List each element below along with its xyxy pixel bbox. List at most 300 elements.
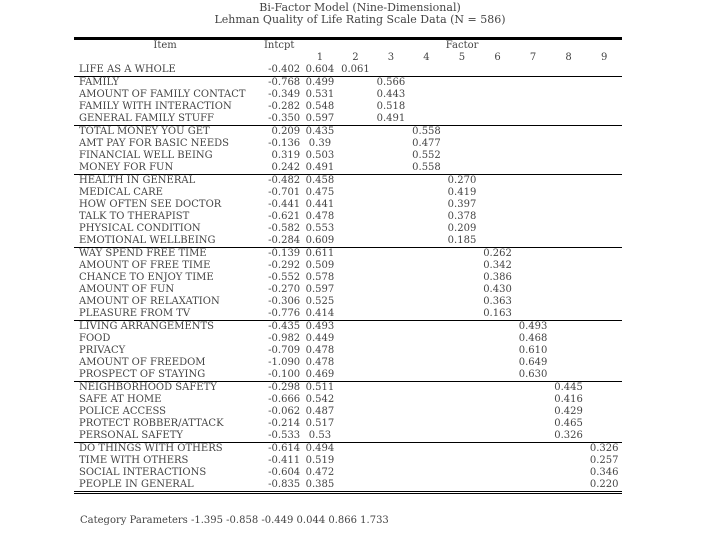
- item-label: FOOD: [79, 333, 111, 344]
- loading-factor-2: [338, 467, 374, 479]
- loading-factor-9: [586, 211, 622, 223]
- header-intercept: Intcpt: [256, 39, 302, 53]
- intercept-value: -0.776: [268, 308, 301, 319]
- loading-factor-5: 0.378: [447, 211, 477, 222]
- factor-number: 6: [494, 52, 501, 63]
- intercept-value: -0.214: [268, 418, 301, 429]
- loading-factor-4: [409, 248, 445, 261]
- item-label: LIFE AS A WHOLE: [79, 64, 176, 75]
- loading-factor-1: 0.548: [305, 101, 335, 112]
- loading-factor-6: [480, 150, 516, 162]
- loading-factor-7: [515, 284, 551, 296]
- loading-factor-8: [551, 138, 587, 150]
- table-row: [74, 187, 622, 199]
- loading-factor-3: [373, 430, 409, 443]
- loading-factor-3: [373, 284, 409, 296]
- loading-factor-8: 0.465: [554, 418, 583, 429]
- item-label: TIME WITH OTHERS: [79, 455, 189, 466]
- loading-factor-2: [338, 308, 374, 321]
- loading-factor-7: [515, 394, 551, 406]
- loading-factor-8: [551, 64, 587, 77]
- loading-factor-8: [551, 248, 587, 261]
- loading-factor-2: [338, 357, 374, 369]
- loading-factor-6: [480, 455, 516, 467]
- loading-factor-1: 0.385: [302, 479, 338, 493]
- loading-factor-8: [551, 89, 587, 101]
- loading-factor-2: [338, 162, 374, 175]
- loading-factor-8: [551, 150, 587, 162]
- loading-factor-6: [480, 443, 516, 456]
- loading-factor-4: [409, 369, 445, 382]
- loading-factor-7: 0.630: [518, 369, 548, 380]
- item-label: FAMILY WITH INTERACTION: [79, 101, 232, 112]
- loading-factor-1: 0.449: [305, 333, 335, 344]
- loading-factor-4: [409, 430, 445, 443]
- table-row: [74, 467, 622, 479]
- loading-factor-3: 0.518: [376, 101, 406, 112]
- loading-factor-9: [586, 101, 622, 113]
- loading-factor-7: [515, 248, 551, 261]
- item-label: SAFE AT HOME: [79, 394, 162, 405]
- loading-factor-1: 0.469: [305, 369, 335, 380]
- table-title: Bi-Factor Model (Nine-Dimensional): [259, 1, 461, 14]
- factor-number: 1: [316, 52, 324, 63]
- table-row: [74, 126, 622, 139]
- loading-factor-5: [444, 333, 480, 345]
- intercept-value: -0.604: [268, 467, 301, 478]
- loading-factor-3: [373, 272, 409, 284]
- loading-factor-7: [515, 260, 551, 272]
- loading-factor-2: [338, 150, 374, 162]
- loading-factor-3: [373, 223, 409, 235]
- loading-factor-9: [586, 406, 622, 418]
- loading-factor-8: [551, 357, 587, 369]
- item-label: MEDICAL CARE: [79, 187, 163, 198]
- loading-factor-6: [480, 223, 516, 235]
- loading-factor-1: 0.435: [302, 126, 338, 139]
- intercept-value: -0.441: [268, 199, 301, 210]
- intercept-value: -0.270: [268, 284, 301, 295]
- loading-factor-9: [586, 418, 622, 430]
- loading-factor-7: 0.468: [518, 333, 548, 344]
- loading-factor-1: 0.597: [305, 284, 335, 295]
- loading-factor-5: [444, 369, 480, 382]
- loading-factor-5: [444, 443, 480, 456]
- loading-factor-5: [444, 357, 480, 369]
- loading-factor-8: [551, 126, 587, 139]
- loading-factor-8: [551, 333, 587, 345]
- loading-factor-3: [373, 345, 409, 357]
- item-label: WAY SPEND FREE TIME: [74, 248, 256, 261]
- loading-factor-6: [480, 235, 516, 248]
- loading-factor-9: 0.220: [586, 479, 622, 493]
- loading-factor-7: [515, 150, 551, 162]
- intercept-value: -0.614: [256, 443, 302, 456]
- loading-factor-8: [551, 223, 587, 235]
- intercept-value: -0.709: [268, 345, 301, 356]
- factor-loadings-table: [74, 37, 622, 494]
- table-row: [74, 248, 622, 261]
- loading-factor-1: 0.472: [305, 467, 335, 478]
- factor-number: 8: [565, 52, 572, 63]
- loading-factor-6: [480, 126, 516, 139]
- category-parameters: Category Parameters -1.395 -0.858 -0.449 0.044 0.866 1.733: [80, 515, 389, 526]
- loading-factor-8: 0.326: [554, 430, 583, 441]
- item-label: CHANCE TO ENJOY TIME: [79, 272, 214, 283]
- loading-factor-9: [586, 199, 622, 211]
- loading-factor-2: [338, 138, 374, 150]
- loading-factor-3: [373, 296, 409, 308]
- loading-factor-4: [409, 382, 445, 395]
- intercept-value: -0.666: [268, 394, 301, 405]
- loading-factor-2: [338, 89, 374, 101]
- intercept-value: -0.292: [268, 260, 301, 271]
- loading-factor-3: [373, 199, 409, 211]
- intercept-value: -0.482: [256, 175, 302, 188]
- loading-factor-2: [338, 260, 374, 272]
- loading-factor-6: [480, 418, 516, 430]
- loading-factor-5: [444, 430, 480, 443]
- loading-factor-7: [515, 77, 551, 90]
- loading-factor-6: 0.163: [483, 308, 512, 319]
- loading-factor-4: [409, 406, 445, 418]
- loading-factor-9: [586, 175, 622, 188]
- loading-factor-7: [515, 223, 551, 235]
- intercept-value: -0.701: [268, 187, 301, 198]
- table-row: [74, 101, 622, 113]
- loading-factor-1: 0.458: [302, 175, 338, 188]
- loading-factor-3: [373, 479, 409, 493]
- loading-factor-9: [586, 162, 622, 175]
- loading-factor-6: 0.363: [483, 296, 512, 307]
- intercept-value: -0.136: [268, 138, 301, 149]
- table-row: [74, 223, 622, 235]
- loading-factor-6: [480, 394, 516, 406]
- loading-factor-7: [515, 382, 551, 395]
- loading-factor-9: [586, 382, 622, 395]
- table-row: [74, 357, 622, 369]
- loading-factor-9: [586, 223, 622, 235]
- loading-factor-8: [551, 187, 587, 199]
- loading-factor-4: [409, 199, 445, 211]
- loading-factor-4: [409, 443, 445, 456]
- loading-factor-6: [480, 113, 516, 126]
- table-row: [74, 418, 622, 430]
- loading-factor-6: [480, 77, 516, 90]
- table-row: [74, 369, 622, 382]
- item-label: FAMILY: [74, 77, 256, 90]
- loading-factor-8: 0.445: [551, 382, 587, 395]
- loading-factor-5: [444, 418, 480, 430]
- loading-factor-1: 0.609: [305, 235, 335, 246]
- table-row: [74, 479, 622, 493]
- item-label: PEOPLE IN GENERAL: [74, 479, 256, 493]
- loading-factor-5: [444, 101, 480, 113]
- table-row: [74, 272, 622, 284]
- loading-factor-9: [586, 296, 622, 308]
- item-label: DO THINGS WITH OTHERS: [74, 443, 256, 456]
- loading-factor-9: [586, 235, 622, 248]
- loading-factor-4: 0.558: [409, 126, 445, 139]
- loading-factor-5: [444, 308, 480, 321]
- intercept-value: -0.533: [268, 430, 301, 441]
- loading-factor-5: [444, 479, 480, 493]
- loading-factor-8: [551, 443, 587, 456]
- loading-factor-4: [409, 77, 445, 90]
- table-row: [74, 284, 622, 296]
- item-label: PRIVACY: [79, 345, 126, 356]
- loading-factor-6: [480, 211, 516, 223]
- loading-factor-7: [515, 430, 551, 443]
- loading-factor-3: [373, 64, 409, 77]
- item-label: TALK TO THERAPIST: [79, 211, 190, 222]
- loading-factor-6: [480, 101, 516, 113]
- loading-factor-8: [551, 284, 587, 296]
- loading-factor-2: [338, 296, 374, 308]
- loading-factor-1: 0.478: [305, 211, 335, 222]
- loading-factor-8: [551, 272, 587, 284]
- loading-factor-5: [444, 64, 480, 77]
- loading-factor-9: [586, 113, 622, 126]
- loading-factor-5: [444, 296, 480, 308]
- table-row: [74, 406, 622, 418]
- loading-factor-5: [444, 126, 480, 139]
- loading-factor-9: [586, 284, 622, 296]
- loading-factor-9: [586, 187, 622, 199]
- loading-factor-4: [409, 223, 445, 235]
- loading-factor-5: [444, 150, 480, 162]
- loading-factor-2: [338, 321, 374, 334]
- loading-factor-9: [586, 64, 622, 77]
- table-row: [74, 64, 622, 77]
- loading-factor-3: [373, 308, 409, 321]
- intercept-value: -0.350: [268, 113, 301, 124]
- loading-factor-5: [444, 248, 480, 261]
- item-label: AMOUNT OF FAMILY CONTACT: [79, 89, 246, 100]
- loading-factor-7: [515, 479, 551, 493]
- loading-factor-7: [515, 455, 551, 467]
- table-row: [74, 443, 622, 456]
- loading-factor-2: [338, 406, 374, 418]
- loading-factor-9: [586, 357, 622, 369]
- loading-factor-1: 0.531: [305, 89, 335, 100]
- loading-factor-2: [338, 211, 374, 223]
- table-row: [74, 455, 622, 467]
- loading-factor-5: [444, 467, 480, 479]
- loading-factor-1: 0.611: [302, 248, 338, 261]
- loading-factor-1: 0.441: [305, 199, 335, 210]
- header-item: Item: [74, 39, 256, 53]
- loading-factor-8: [551, 308, 587, 321]
- loading-factor-9: 0.346: [589, 467, 619, 478]
- loading-factor-3: 0.491: [376, 113, 406, 124]
- intercept-value: -0.282: [268, 101, 301, 112]
- table-row: [74, 211, 622, 223]
- loading-factor-7: [515, 406, 551, 418]
- intercept-value: -0.435: [256, 321, 302, 334]
- loading-factor-6: [480, 89, 516, 101]
- loading-factor-4: [409, 113, 445, 126]
- loading-factor-8: [551, 260, 587, 272]
- loading-factor-4: [409, 211, 445, 223]
- loading-factor-6: [480, 345, 516, 357]
- loading-factor-4: [409, 394, 445, 406]
- loading-factor-9: [586, 345, 622, 357]
- loading-factor-3: 0.566: [373, 77, 409, 90]
- item-label: PHYSICAL CONDITION: [79, 223, 201, 234]
- loading-factor-6: [480, 357, 516, 369]
- loading-factor-9: [586, 77, 622, 90]
- intercept-value: -0.982: [268, 333, 301, 344]
- table-row: [74, 77, 622, 90]
- loading-factor-5: [444, 394, 480, 406]
- loading-factor-4: [409, 296, 445, 308]
- loading-factor-8: [551, 455, 587, 467]
- table-row: [74, 260, 622, 272]
- loading-factor-5: 0.209: [447, 223, 477, 234]
- loading-factor-8: 0.429: [554, 406, 583, 417]
- loading-factor-6: [480, 406, 516, 418]
- table-row: [74, 113, 622, 126]
- loading-factor-5: [444, 260, 480, 272]
- loading-factor-3: [373, 333, 409, 345]
- loading-factor-7: 0.610: [518, 345, 548, 356]
- intercept-value: 0.242: [271, 162, 301, 173]
- loading-factor-3: [373, 211, 409, 223]
- item-label: PLEASURE FROM TV: [79, 308, 191, 319]
- loading-factor-9: [586, 430, 622, 443]
- loading-factor-9: [586, 248, 622, 261]
- loading-factor-9: [586, 150, 622, 162]
- loading-factor-5: [444, 113, 480, 126]
- loading-factor-5: [444, 77, 480, 90]
- loading-factor-4: 0.477: [412, 138, 441, 149]
- loading-factor-3: [373, 235, 409, 248]
- loading-factor-2: [338, 418, 374, 430]
- table-row: [74, 308, 622, 321]
- loading-factor-6: [480, 479, 516, 493]
- loading-factor-9: [586, 369, 622, 382]
- loading-factor-4: [409, 175, 445, 188]
- loading-factor-9: [586, 394, 622, 406]
- loading-factor-1: 0.553: [305, 223, 335, 234]
- table-row: [74, 321, 622, 334]
- loading-factor-4: [409, 260, 445, 272]
- loading-factor-5: [444, 138, 480, 150]
- loading-factor-3: [373, 406, 409, 418]
- loading-factor-7: [515, 89, 551, 101]
- loading-factor-4: 0.552: [412, 150, 441, 161]
- loading-factor-2: [338, 248, 374, 261]
- loading-factor-6: [480, 138, 516, 150]
- loading-factor-1: 0.525: [305, 296, 335, 307]
- loading-factor-4: [409, 479, 445, 493]
- loading-factor-5: 0.397: [447, 199, 477, 210]
- header-factor: Factor: [302, 39, 622, 53]
- loading-factor-1: 0.475: [305, 187, 335, 198]
- loading-factor-9: [586, 321, 622, 334]
- loading-factor-2: [338, 77, 374, 90]
- table-row: [74, 382, 622, 395]
- loading-factor-1: 0.597: [305, 113, 335, 124]
- loading-factor-4: [409, 64, 445, 77]
- loading-factor-2: [338, 187, 374, 199]
- loading-factor-1: 0.493: [302, 321, 338, 334]
- loading-factor-3: [373, 455, 409, 467]
- loading-factor-3: [373, 187, 409, 199]
- loading-factor-5: [444, 455, 480, 467]
- item-label: PROSPECT OF STAYING: [79, 369, 206, 380]
- loading-factor-5: 0.270: [444, 175, 480, 188]
- loading-factor-2: [338, 345, 374, 357]
- intercept-value: -0.306: [268, 296, 301, 307]
- loading-factor-7: [515, 272, 551, 284]
- factor-number: 2: [352, 52, 359, 63]
- intercept-value: -0.552: [268, 272, 301, 283]
- loading-factor-3: [373, 260, 409, 272]
- item-label: NEIGHBORHOOD SAFETY: [74, 382, 256, 395]
- loading-factor-4: [409, 272, 445, 284]
- loading-factor-9: [586, 126, 622, 139]
- loading-factor-2: [338, 272, 374, 284]
- loading-factor-7: 0.649: [518, 357, 548, 368]
- loading-factor-2: [338, 199, 374, 211]
- item-label: PROTECT ROBBER/ATTACK: [79, 418, 224, 429]
- table-row: [74, 345, 622, 357]
- intercept-value: 0.209: [256, 126, 302, 139]
- factor-number: 4: [423, 52, 430, 63]
- loading-factor-8: [551, 345, 587, 357]
- loading-factor-1: 0.542: [305, 394, 335, 405]
- loading-factor-2: [338, 101, 374, 113]
- loading-factor-2: [338, 175, 374, 188]
- item-label: MONEY FOR FUN: [79, 162, 174, 173]
- factor-number: 7: [529, 52, 537, 63]
- intercept-value: -0.284: [268, 235, 301, 246]
- loading-factor-2: [338, 113, 374, 126]
- intercept-value: -0.402: [268, 64, 301, 75]
- loading-factor-1: 0.604: [305, 64, 335, 75]
- loading-factor-4: 0.558: [412, 162, 441, 173]
- loading-factor-2: [338, 382, 374, 395]
- loading-factor-3: 0.443: [376, 89, 406, 100]
- loading-factor-7: [515, 308, 551, 321]
- loading-factor-5: [444, 162, 480, 175]
- loading-factor-7: [515, 467, 551, 479]
- loading-factor-9: [586, 272, 622, 284]
- intercept-value: -0.835: [256, 479, 302, 493]
- loading-factor-2: [338, 333, 374, 345]
- table-row: [74, 430, 622, 443]
- loading-factor-7: [515, 126, 551, 139]
- intercept-value: -0.411: [268, 455, 301, 466]
- loading-factor-7: [515, 211, 551, 223]
- loading-factor-1: 0.578: [305, 272, 335, 283]
- loading-factor-1: 0.503: [305, 150, 335, 161]
- intercept-value: -0.139: [256, 248, 302, 261]
- loading-factor-1: 0.519: [305, 455, 335, 466]
- loading-factor-8: [551, 113, 587, 126]
- loading-factor-4: [409, 187, 445, 199]
- item-label: HEALTH IN GENERAL: [74, 175, 256, 188]
- intercept-value: -0.582: [268, 223, 301, 234]
- loading-factor-8: [551, 199, 587, 211]
- loading-factor-2: [338, 369, 374, 382]
- loading-factor-9: [586, 308, 622, 321]
- loading-factor-1: 0.509: [305, 260, 335, 271]
- loading-factor-6: [480, 162, 516, 175]
- table-row: [74, 89, 622, 101]
